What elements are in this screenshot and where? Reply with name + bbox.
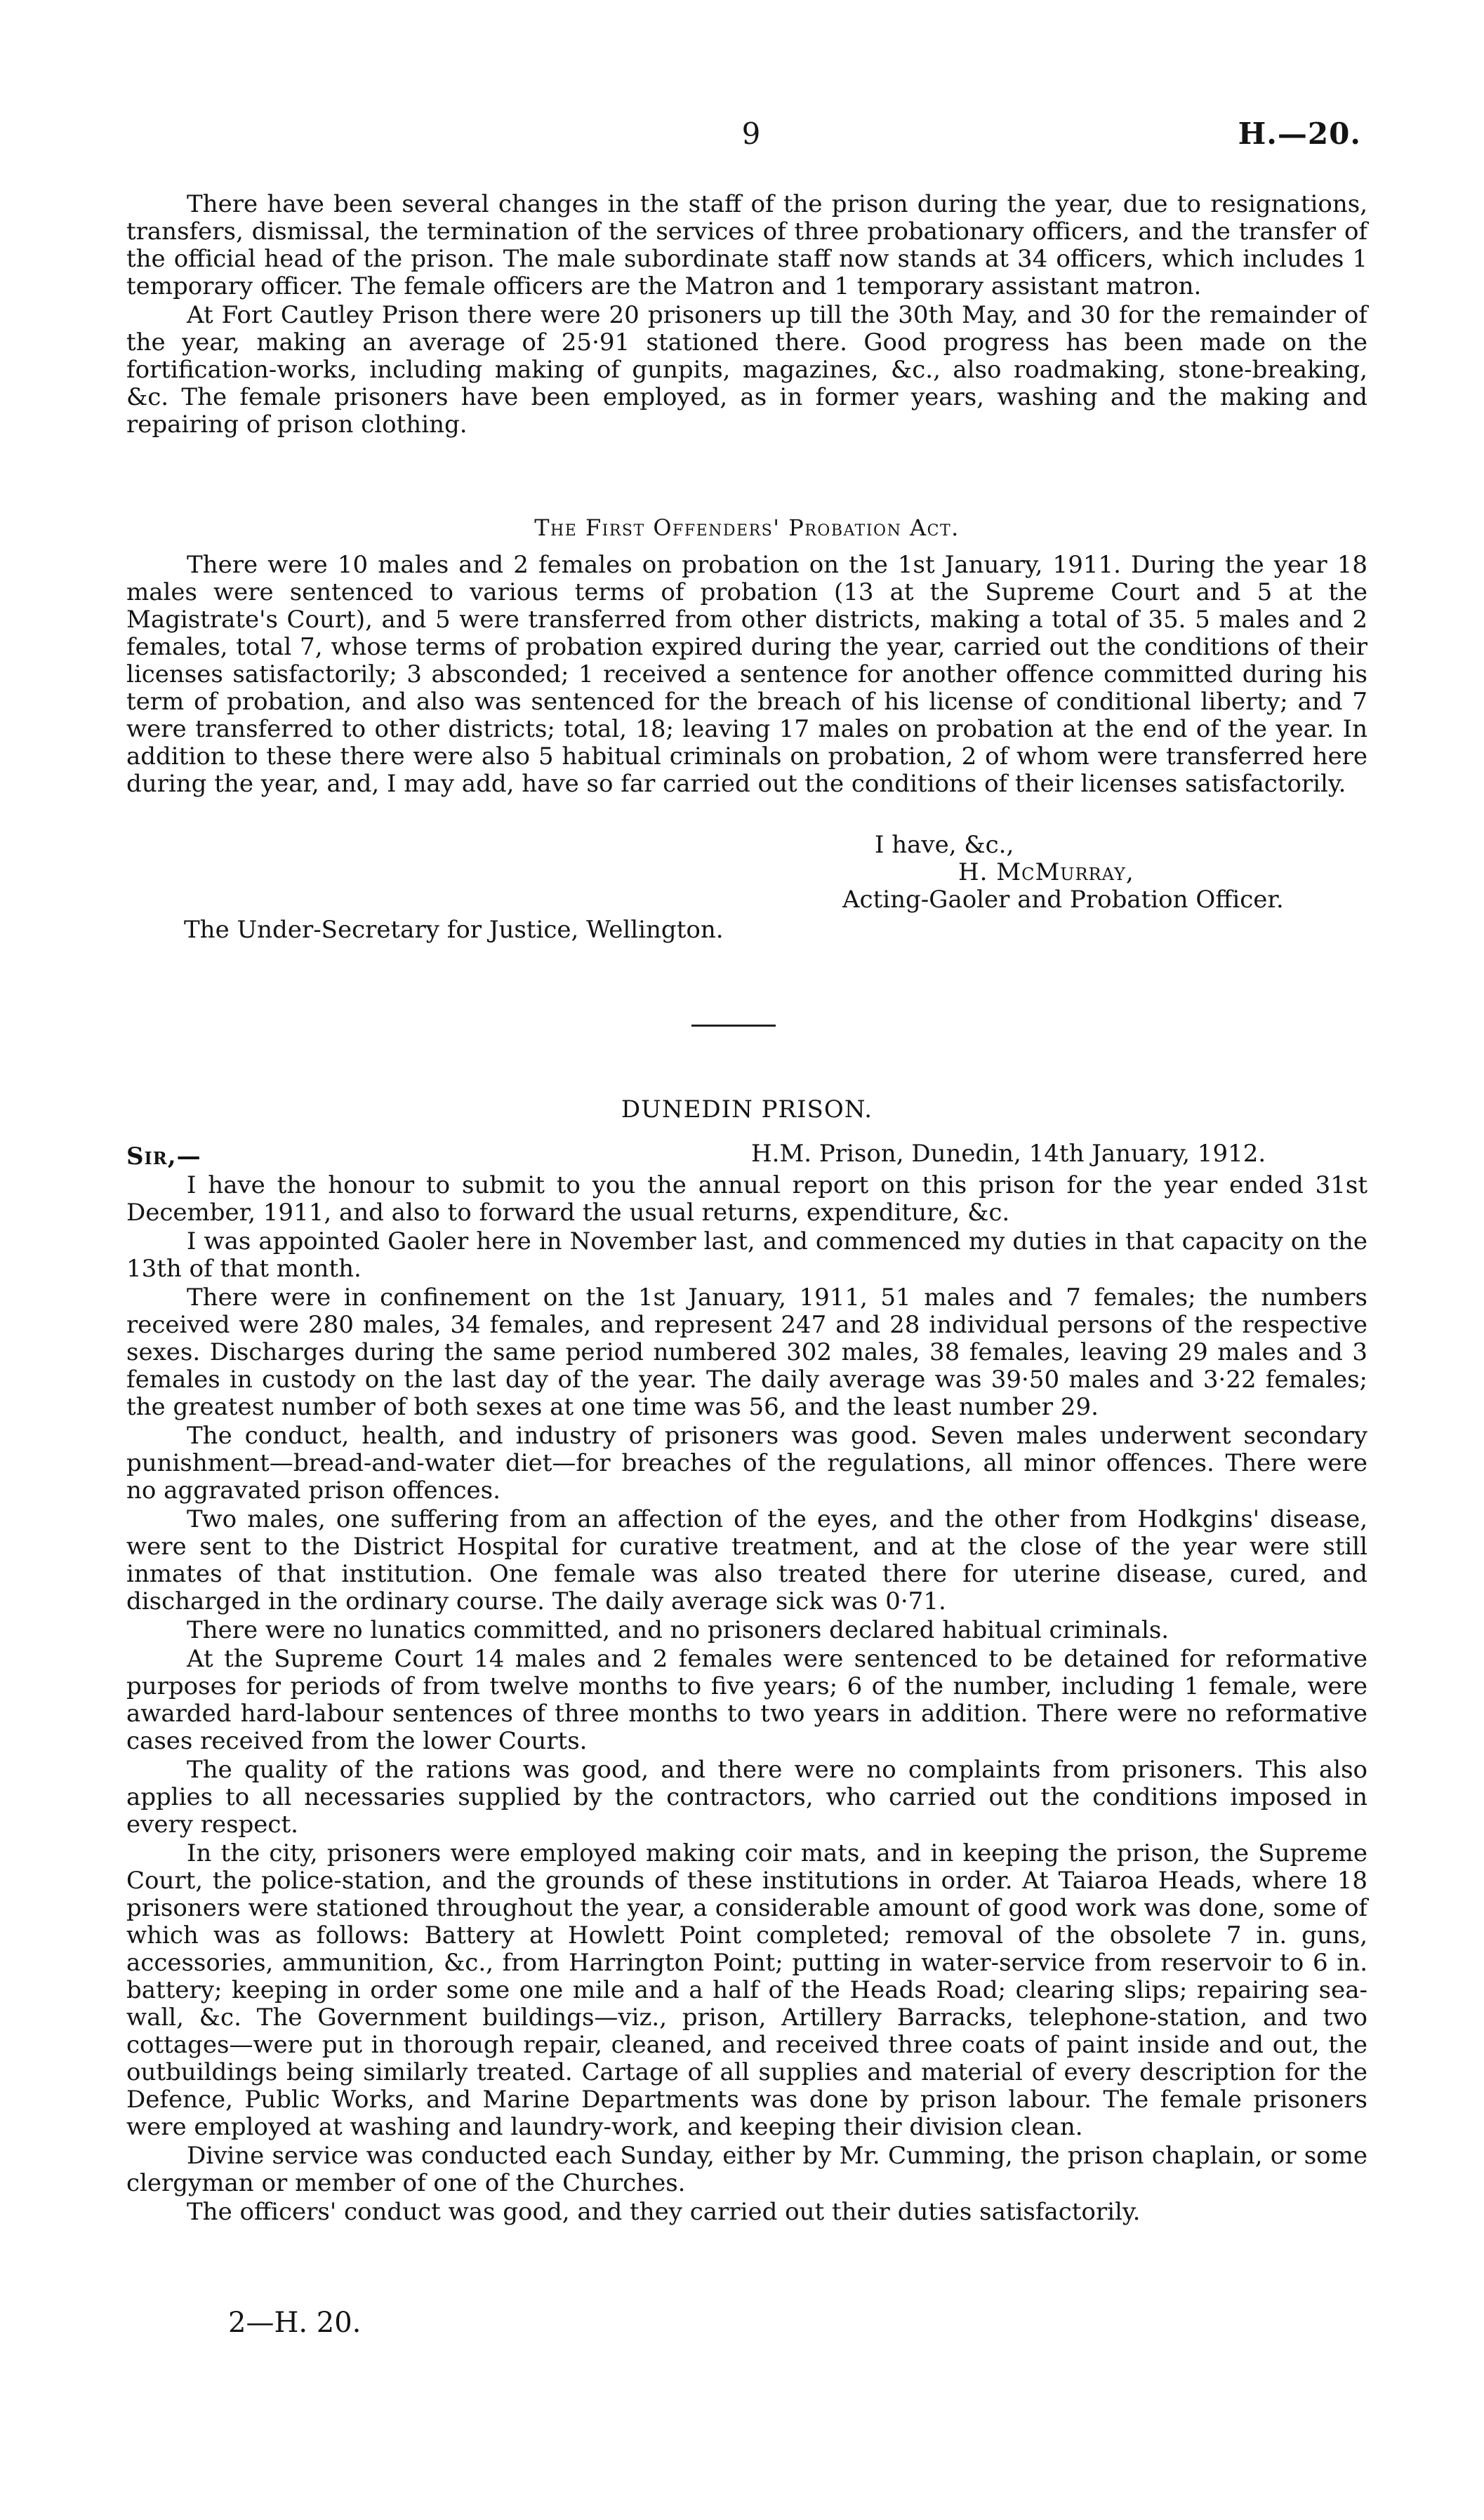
paragraph: There were in confinement on the 1st January, 1911, 51 males and 7 females; the numbers received were 280 males, 34 females, and represent 247 and 28 individual persons of the respective sexes. Discharges during the same period numbered 302 males, 38 females, leaving 29 males and 3 females in custody on the last day of the year. The daily average was 39·50 males and 3·22 females; the greatest number of both sexes at one time was 56, and the least number 29.: [126, 1284, 1367, 1421]
paragraph: I was appointed Gaoler here in November last, and commenced my duties in that capacity on the 13th of that month.: [126, 1227, 1367, 1283]
dunedin-report-body: [126, 1172, 1367, 2226]
paragraph: Divine service was conducted each Sunday, either by Mr. Cumming, the prison chaplain, or some clergyman or member of one of the Churches.: [126, 2142, 1367, 2197]
paragraph: The conduct, health, and industry of prisoners was good. Seven males underwent secondary punishment—bread-and-water diet—for breaches of the regulations, all minor offences. There were no aggravated prison offences.: [126, 1422, 1367, 1505]
probation-section: [126, 552, 1367, 798]
signatory-name: H. McMurray,: [958, 858, 1134, 886]
addressee: The Under-Secretary for Justice, Wellington.: [184, 916, 724, 944]
paragraph: Two males, one suffering from an affection of the eyes, and the other from Hodkgins' disease, were sent to the District Hospital for curative treatment, and at the close of the year were still inmates of that institution. One female was also treated there for uterine disease, cured, and discharged in the ordinary course. The daily average sick was 0·71.: [126, 1505, 1367, 1615]
salutation: Sir,—: [126, 1142, 201, 1171]
paragraph: At Fort Cautley Prison there were 20 prisoners up till the 30th May, and 30 for the remainder of the year, making an average of 25·91 stationed there. Good progress has been made on the fortification-works, including making of gunpits, magazines, &c., also roadmaking, stone-breaking, &c. The female prisoners have been employed, as in former years, washing and the making and repairing of prison clothing.: [126, 301, 1367, 439]
paragraph: The officers' conduct was good, and they carried out their duties satisfactorily.: [187, 2198, 1141, 2226]
paragraph: There have been several changes in the staff of the prison during the year, due to resignations, transfers, dismissal, the termination of the services of three probationary officers, and the transfer of the official head of the prison. The male subordinate staff now stands at 34 officers, which includes 1 temporary officer. The female officers are the Matron and 1 temporary assistant matron.: [126, 190, 1367, 300]
page-number: 9: [741, 116, 761, 151]
paragraph: The quality of the rations was good, and there were no complaints from prisoners. This also applies to all necessaries supplied by the contractors, who carried out the conditions imposed in every respect.: [126, 1756, 1367, 1839]
signatory-title: Acting-Gaoler and Probation Officer.: [842, 886, 1284, 914]
footer-reference: 2—H. 20.: [228, 2307, 362, 2339]
paragraph: I have the honour to submit to you the annual report on this prison for the year ended 31st December, 1911, and also to forward the usual returns, expenditure, &c.: [126, 1171, 1367, 1227]
letter-address-date: H.M. Prison, Dunedin, 14th January, 1912.: [751, 1140, 1266, 1168]
paragraph: In the city, prisoners were employed making coir mats, and in keeping the prison, the Supreme Court, the police-station, and the grounds of these institutions in order. At Taiaroa Heads, where 18 prisoners were stationed throughout the year, a considerable amount of good work was done, some of which was as follows: Battery at Howlett Point completed; removal of the obsolete 7 in. guns, accessories, ammunition, &c., from Harrington Point; putting in water-service from reservoir to 6 in. battery; keeping in order some one mile and a half of the Heads Road; clearing slips; repairing sea-wall, &c. The Government buildings—viz., prison, Artillery Barracks, telephone-station, and two cottages—were put in thorough repair, cleaned, and received three coats of paint inside and out, the outbuildings being similarly treated. Cartage of all supplies and material of every description for the Defence, Public Works, and Marine Departments was done by prison labour. The female prisoners were employed at washing and laundry-work, and keeping their division clean.: [126, 1839, 1367, 2141]
paragraph: At the Supreme Court 14 males and 2 females were sentenced to be detained for reformative purposes for periods of from twelve months to five years; 6 of the number, including 1 female, were awarded hard-labour sentences of three months to two years in addition. There were no reformative cases received from the lower Courts.: [126, 1645, 1367, 1755]
paragraph: There were no lunatics committed, and no prisoners declared habitual criminals.: [187, 1616, 1170, 1644]
staff-section: [126, 191, 1367, 439]
section-heading-dunedin: DUNEDIN PRISON.: [621, 1095, 873, 1124]
document-reference: H.—20.: [1238, 116, 1361, 151]
section-heading-probation: The First Offenders' Probation Act.: [534, 514, 960, 541]
section-divider: [691, 1025, 776, 1027]
closing-line: I have, &c.,: [875, 831, 1014, 859]
paragraph: There were 10 males and 2 females on probation on the 1st January, 1911. During the year 18 males were sentenced to various terms of probation (13 at the Supreme Court and 5 at the Magistrate's Court), and 5 were transferred from other districts, making a total of 35. 5 males and 2 females, total 7, whose terms of probation expired during the year, carried out the conditions of their licenses satisfactorily; 3 absconded; 1 received a sentence for another offence committed during his term of probation, and also was sentenced for the breach of his license of conditional liberty; and 7 were transferred to other districts; total, 18; leaving 17 males on probation at the end of the year. In addition to these there were also 5 habitual criminals on probation, 2 of whom were transferred here during the year, and, I may add, have so far carried out the conditions of their licenses satisfactorily.: [126, 551, 1367, 798]
